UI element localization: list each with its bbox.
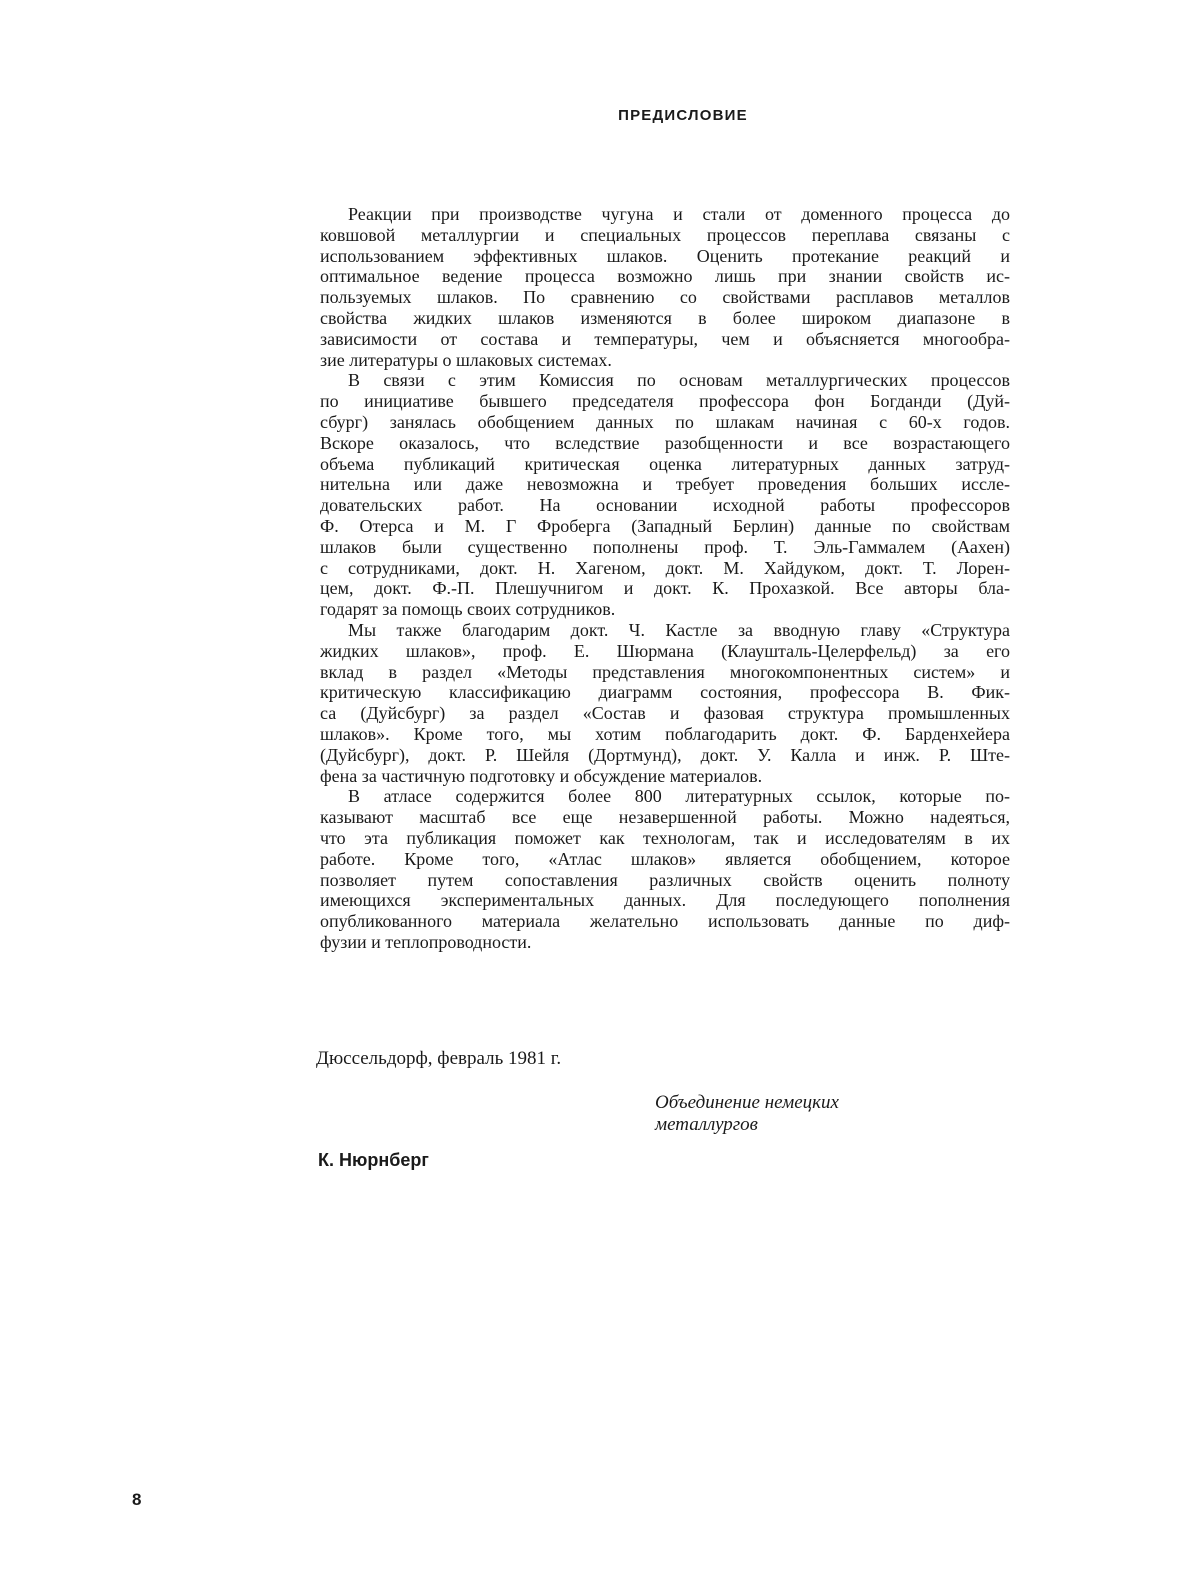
- author-name: К. Нюрнберг: [318, 1150, 429, 1170]
- paragraph: [320, 204, 1010, 370]
- preface-body: [320, 204, 1010, 953]
- text-line: Реакции при производстве чугуна и стали от доменного процесса до: [348, 204, 1010, 224]
- text-line: нительна или даже невозможна и требует проведения больших иссле-: [320, 474, 1010, 495]
- text-line: В атласе содержится более 800 литературных ссылок, которые по-: [348, 786, 1010, 807]
- text-line: довательских работ. На основании исходной работы профессоров: [320, 495, 1010, 516]
- text-line: фена за частичную подготовку и обсуждение материалов.: [320, 765, 763, 786]
- text-line: Ф. Отерса и М. Г Фроберга (Западный Берлин) данные по свойствам: [320, 515, 1010, 536]
- text-line: использованием эффективных шлаков. Оценить протекание реакций и: [320, 245, 1010, 266]
- place-date: Дюссельдорф, февраль 1981 г.: [316, 1048, 562, 1069]
- text-line: (Дуйсбург), докт. Р. Шейля (Дортмунд), докт. У. Калла и инж. Р. Ште-: [320, 744, 1010, 765]
- organization-signature: [655, 1092, 839, 1136]
- organization-line-1: Объединение немецких: [655, 1092, 839, 1113]
- text-line: по инициативе бывшего председателя профессора фон Богданди (Дуй-: [320, 391, 1010, 412]
- text-line: зие литературы о шлаковых системах.: [320, 349, 612, 370]
- text-line: шлаков». Кроме того, мы хотим поблагодарить докт. Ф. Барденхейера: [320, 723, 1010, 744]
- text-line: ковшовой металлургии и специальных процессов переплава связаны с: [320, 224, 1010, 245]
- text-line: опубликованного материала желательно использовать данные по диф-: [320, 911, 1010, 932]
- text-line: зависимости от состава и температуры, чем и объясняется многообра-: [320, 328, 1010, 349]
- paragraph: [320, 620, 1010, 786]
- text-line: объема публикаций критическая оценка литературных данных затруд-: [320, 453, 1010, 474]
- text-line: позволяет путем сопоставления различных свойств оценить полноту: [320, 869, 1010, 890]
- text-line: Вскоре оказалось, что вследствие разобщенности и все возрастающего: [320, 432, 1010, 453]
- text-line: Мы также благодарим докт. Ч. Кастле за вводную главу «Структура: [348, 619, 1010, 640]
- text-line: са (Дуйсбург) за раздел «Состав и фазовая структура промышленных: [320, 703, 1010, 724]
- page-title: ПРЕДИСЛОВИЕ: [618, 107, 748, 124]
- text-line: В связи с этим Комиссия по основам металлургических процессов: [348, 370, 1010, 391]
- text-line: оптимальное ведение процесса возможно лишь при знании свойств ис-: [320, 266, 1010, 287]
- text-line: сбург) занялась обобщением данных по шлакам начиная с 60-х годов.: [320, 411, 1010, 432]
- text-line: работе. Кроме того, «Атлас шлаков» является обобщением, которое: [320, 848, 1010, 869]
- text-line: шлаков были существенно пополнены проф. Т. Эль-Гаммалем (Аахен): [320, 536, 1010, 557]
- text-line: что эта публикация поможет как технологам, так и исследователям в их: [320, 827, 1010, 848]
- text-line: пользуемых шлаков. По сравнению со свойствами расплавов металлов: [320, 287, 1010, 308]
- text-line: казывают масштаб все еще незавершенной работы. Можно надеяться,: [320, 807, 1010, 828]
- text-line: вклад в раздел «Методы представления многокомпонентных систем» и: [320, 661, 1010, 682]
- text-line: имеющихся экспериментальных данных. Для последующего пополнения: [320, 890, 1010, 911]
- text-line: свойства жидких шлаков изменяются в более широком диапазоне в: [320, 307, 1010, 328]
- text-line: с сотрудниками, докт. Н. Хагеном, докт. М. Хайдуком, докт. Т. Лорен-: [320, 557, 1010, 578]
- paragraph: [320, 786, 1010, 952]
- text-line: фузии и теплопроводности.: [320, 931, 532, 952]
- text-line: жидких шлаков», проф. Е. Шюрмана (Клаушталь-Целерфельд) за его: [320, 640, 1010, 661]
- text-line: годарят за помощь своих сотрудников.: [320, 599, 616, 620]
- text-line: критическую классификацию диаграмм состояния, профессора В. Фик-: [320, 682, 1010, 703]
- organization-line-2: металлургов: [655, 1114, 758, 1135]
- page-number: 8: [132, 1490, 142, 1509]
- text-line: цем, докт. Ф.-П. Плешучнигом и докт. К. Прохазкой. Все авторы бла-: [320, 578, 1010, 599]
- paragraph: [320, 370, 1010, 620]
